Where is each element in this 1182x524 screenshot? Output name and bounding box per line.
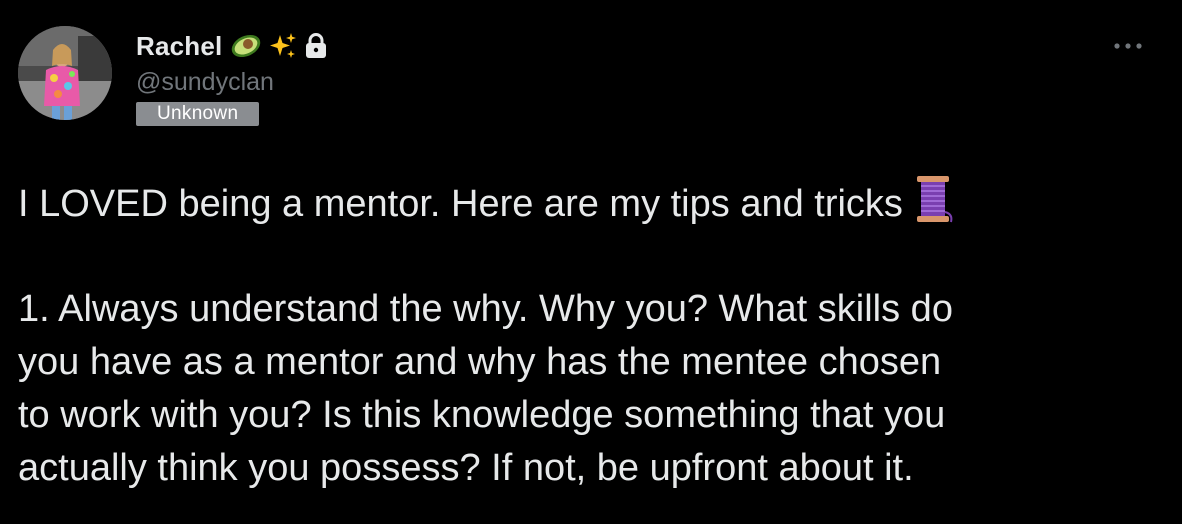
thread-spool-icon: [911, 174, 955, 239]
sparkles-icon: [266, 31, 298, 61]
user-handle[interactable]: @sundyclan: [136, 68, 274, 96]
avatar-photo: [18, 26, 112, 120]
name-row: [136, 28, 328, 64]
more-options-button[interactable]: [1110, 32, 1146, 60]
tweet-text: [18, 174, 1168, 494]
paragraph-spacer: [18, 228, 1168, 282]
tweet-line: [18, 174, 1168, 228]
display-name[interactable]: Rachel: [136, 30, 223, 61]
tweet-line: 1. Always understand the why. Why you? What skills do: [18, 288, 953, 330]
tweet-line: actually think you possess? If not, be upfront about it.: [18, 447, 914, 489]
avocado-icon: [230, 33, 262, 59]
tweet-header: [136, 28, 328, 126]
more-dots-icon: [1113, 42, 1143, 50]
tweet-line-text: I LOVED being a mentor. Here are my tips and tricks: [18, 183, 903, 225]
avatar[interactable]: [18, 26, 112, 120]
tweet-paragraph: [18, 282, 1168, 494]
tweet-line: to work with you? Is this knowledge something that you: [18, 394, 946, 436]
lock-icon: [304, 33, 328, 59]
tweet-line: you have as a mentor and why has the mentee chosen: [18, 341, 942, 383]
status-badge: Unknown: [136, 102, 259, 126]
